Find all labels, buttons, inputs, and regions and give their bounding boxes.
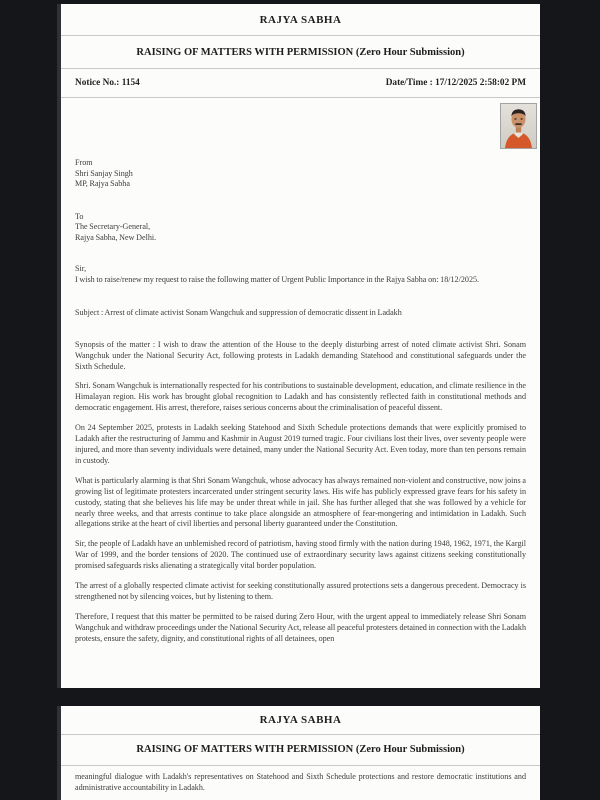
- member-portrait-icon: [501, 104, 536, 148]
- paragraph-6: The arrest of a globally respected climate activist for seeking constitutionally assured protections sets a dangerous precedent. Democracy is strengthened not by silencing voices, but by listening to them.: [75, 581, 526, 601]
- paragraph-7: Therefore, I request that this matter be permitted to be raised during Zero Hour, with the urgent appeal to immediately release Shri Sonam Wangchuk and withdraw proceedings under the National Security Act, release all peaceful protesters detained in connection with the Ladakh protests, ensure the safety, dignity, and constitutional rights of all detainees, open: [75, 611, 526, 643]
- from-block: [75, 158, 526, 190]
- salutation: Sir,: [75, 264, 87, 273]
- to-label: To: [75, 211, 84, 221]
- to-block: [75, 212, 526, 244]
- page1-doc-heading: RAISING OF MATTERS WITH PERMISSION (Zero Hour Submission): [61, 36, 540, 69]
- page2-doc-heading: RAISING OF MATTERS WITH PERMISSION (Zero Hour Submission): [61, 735, 540, 766]
- notice-number: Notice No.: 1154: [75, 78, 140, 88]
- continuation-paragraph: meaningful dialogue with Ladakh's representatives on Statehood and Sixth Schedule protections and restore democratic institutions and administrative accountability in Ladakh.: [75, 772, 526, 792]
- page2-body: [61, 766, 540, 794]
- page1-org-title: RAJYA SABHA: [61, 4, 540, 36]
- notice-meta-row: [61, 69, 540, 98]
- to-name: The Secretary-General,: [75, 222, 151, 231]
- request-line: I wish to raise/renew my request to raise the following matter of Urgent Public Importance in the Rajya Sabha on: 18/12/2025.: [75, 274, 480, 284]
- from-designation: MP, Rajya Sabha: [75, 179, 130, 188]
- subject-line: Subject : Arrest of climate activist Sonam Wangchuk and suppression of democratic dissent in Ladakh: [75, 307, 402, 317]
- paragraph-synopsis: Synopsis of the matter : I wish to draw the attention of the House to the deeply disturbing arrest of noted climate activist Shri. Sonam Wangchuk under the National Security Act, following protests in Ladakh demanding Statehood and constitutional safeguards under the Sixth Schedule.: [75, 339, 526, 371]
- page2-org-title: RAJYA SABHA: [61, 706, 540, 735]
- salutation-block: [75, 264, 526, 286]
- document-page-1: [61, 4, 540, 688]
- letter-body: [61, 158, 540, 645]
- member-photo: [500, 103, 537, 149]
- document-page-2: [61, 706, 540, 800]
- paragraph-2: Shri. Sonam Wangchuk is internationally respected for his contributions to sustainable development, education, and climate resilience in the Himalayan region. His work has brought global recognition to Ladakh and has consistently reflected faith in constitutional methods and democratic engagement. His arrest, therefore, raises serious concerns about the criminalisation of peaceful dissent.: [75, 381, 526, 413]
- notice-datetime: Date/Time : 17/12/2025 2:58:02 PM: [385, 78, 526, 88]
- paragraph-4: What is particularly alarming is that Shri Sonam Wangchuk, whose advocacy has always remained non-violent and constructive, now joins a growing list of legitimate protesters incarcerated under stringent security laws. His wife has publicly expressed grave fears for his safety in custody, stating that she believes his life may be under threat while in jail. She has further alleged that she was followed by a vehicle for nearly three weeks, and that arrests continue to take place alongside an atmosphere of fear-mongering and intimidation in Ladakh. Such allegations strike at the heart of civil liberties and personal liberty guaranteed under the Constitution.: [75, 475, 526, 529]
- to-address: Rajya Sabha, New Delhi.: [75, 232, 157, 242]
- from-label: From: [75, 158, 93, 167]
- from-name: Shri Sanjay Singh: [75, 168, 133, 178]
- paragraph-3: On 24 September 2025, protests in Ladakh seeking Statehood and Sixth Schedule protections demands that were explicitly promised to Ladakh after the restructuring of Jammu and Kashmir in August 2019 turned tragic. Four civilians lost their lives, over seventy people were injured, and more than seventy individuals were detained, many under the National Security Act. Even today, more than ten persons remain in custody.: [75, 423, 526, 465]
- paragraph-5: Sir, the people of Ladakh have an unblemished record of patriotism, having stood firmly with the nation during 1948, 1962, 1971, the Kargil War of 1999, and the border tensions of 2020. The continued use of extraordinary security laws against citizens seeking constitutionally promised safeguards risks alienating a strategically vital border population.: [75, 539, 526, 571]
